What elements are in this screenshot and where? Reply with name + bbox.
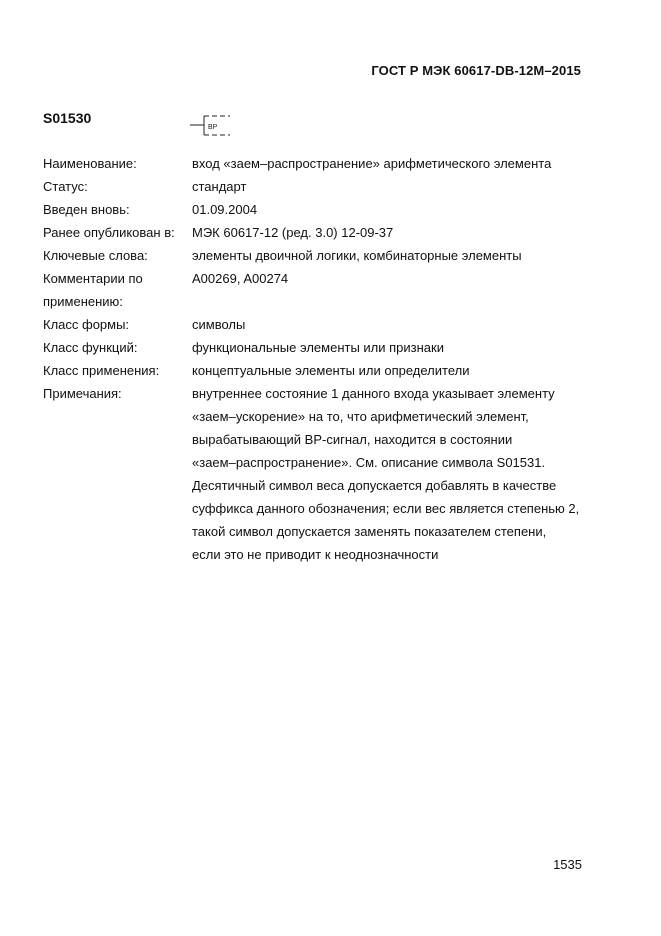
- field-label: Ранее опубликован в:: [43, 225, 175, 240]
- borrow-propagate-symbol-icon: [190, 114, 234, 143]
- notes-line: «заем–распространение». См. описание символа S01531.: [192, 455, 546, 470]
- field-value: концептуальные элементы или определители: [192, 363, 470, 378]
- notes-line: внутреннее состояние 1 данного входа указывает элементу: [192, 386, 555, 401]
- field-label: Класс формы:: [43, 317, 130, 332]
- symbol-description-table: [43, 152, 603, 566]
- notes-line: такой символ допускается заменять показателем степени,: [192, 524, 547, 539]
- document-header: ГОСТ Р МЭК 60617-DB-12M–2015: [371, 63, 581, 78]
- notes-label: Примечания:: [43, 386, 122, 401]
- field-row: [43, 267, 603, 313]
- field-label: Класс применения:: [43, 363, 160, 378]
- field-row: [43, 175, 603, 198]
- field-label: Наименование:: [43, 156, 137, 171]
- field-label: Ключевые слова:: [43, 248, 148, 263]
- symbol-glyph-label: BP: [208, 124, 218, 131]
- field-value: функциональные элементы или признаки: [192, 340, 444, 355]
- notes-line: суффикса данного обозначения; если вес является степенью 2,: [192, 501, 580, 516]
- field-value: МЭК 60617-12 (ред. 3.0) 12-09-37: [192, 225, 394, 240]
- field-label: Статус:: [43, 179, 88, 194]
- symbol-code: S01530: [43, 110, 92, 126]
- page-number: 1535: [553, 857, 582, 872]
- field-row: [43, 359, 603, 382]
- field-label: Комментарии по применению:: [43, 271, 143, 309]
- field-value: символы: [192, 317, 246, 332]
- field-value: 01.09.2004: [192, 202, 258, 217]
- field-row: [43, 336, 603, 359]
- field-row: [43, 198, 603, 221]
- notes-text: [192, 382, 603, 566]
- field-value: элементы двоичной логики, комбинаторные элементы: [192, 248, 522, 263]
- notes-line: Десятичный символ веса допускается добавлять в качестве: [192, 478, 557, 493]
- field-row: [43, 221, 603, 244]
- field-value: стандарт: [192, 179, 247, 194]
- field-label: Класс функций:: [43, 340, 138, 355]
- field-row: [43, 152, 603, 175]
- field-row: [43, 244, 603, 267]
- field-row: [43, 313, 603, 336]
- field-value: A00269, A00274: [192, 271, 289, 286]
- notes-line: вырабатывающий BP-сигнал, находится в состоянии: [192, 432, 513, 447]
- notes-row: [43, 382, 603, 566]
- notes-line: если это не приводит к неоднозначности: [192, 547, 439, 562]
- notes-line: «заем–ускорение» на то, что арифметический элемент,: [192, 409, 529, 424]
- field-value: вход «заем–распространение» арифметического элемента: [192, 156, 552, 171]
- field-label: Введен вновь:: [43, 202, 130, 217]
